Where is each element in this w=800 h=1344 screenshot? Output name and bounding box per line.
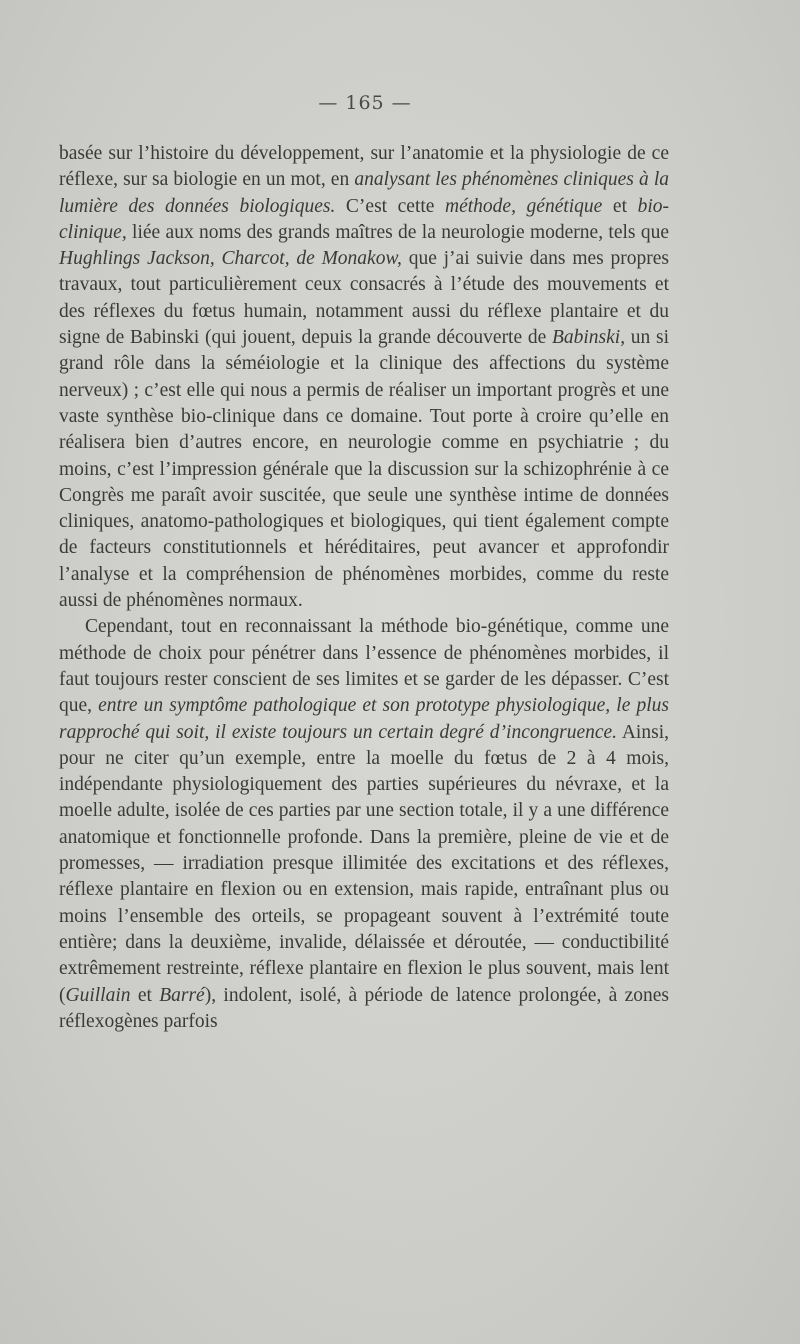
text-segment: Ainsi, pour ne citer qu’un exemple, entre la moelle du fœtus de 2 à 4 mois, indépendante physiologiquement des parties supérieures du névraxe, et la moelle adulte, isolée de ces parties par une section totale, il y a une différence anatomique et fonctionnelle profonde. Dans la première, pleine de vie et de promesses, — irradiation presque illimitée des excitations et des réflexes, réflexe plantaire en flexion ou en extension, mais rapide, entraînant plus ou moins l’ensemble des orteils, se propageant souvent à l’extrémité toute entière; dans la deuxième, invalide, délaissée et déroutée, — conductibilité extrêmement restreinte, réflexe plantaire en flexion le plus souvent, mais lent ( [59,721,669,1006]
text-segment: basée sur l’histoire du développement, sur l’anatomie et la physiologie de ce réflexe, sur sa biologie en un mot, en [59,143,669,191]
text-segment-italic: Hughlings Jackson, Charcot, de Monakow, [59,248,402,270]
text-segment-italic: analysant les phénomènes cliniques à la lumière des données biologiques. [59,169,670,217]
text-segment-italic: Barré [159,984,205,1006]
page-number: — 165 — [318,92,412,114]
paragraph-1 [59,141,669,614]
text-segment-italic: entre un symptôme pathologique et son prototype physiologique, le plus rapproché qui soit, il existe toujours un certain degré d’incongruence. [59,695,669,743]
text-segment-italic: Babinski, [551,327,626,349]
text-segment: liée aux noms des grands maîtres de la neurologie moderne, tels que [126,221,669,243]
text-segment: et [130,984,160,1006]
text-segment: un si grand rôle dans la séméiologie et la clinique des affections du système nerveux) ; c’est elle qui nous a permis de réaliser un important progrès et une vaste synthèse bio-clinique dans ce domaine. Tout porte à croire qu’elle en réalisera bien d’autres encore, en neurologie comme en psychiatrie ; du moins, c’est l’impression générale que la discussion sur la schizophrénie à ce Congrès me paraît avoir suscitée, que seule une synthèse intime de données cliniques, anatomo-pathologiques et biologiques, qui tient également compte de facteurs constitutionnels et héréditaires, peut avancer et approfondir l’analyse et la compréhension de phénomènes morbides, comme du reste aussi de phénomènes normaux. [59,327,669,612]
text-segment-italic: bio-clinique, [59,195,669,243]
text-segment: et [602,195,638,217]
paragraph-2 [59,614,669,1035]
text-segment: ), indolent, isolé, à période de latence prolongée, à zones réflexogènes parfois [59,984,669,1032]
text-segment-italic: méthode, génétique [445,195,603,217]
text-segment-italic: Guillain [65,984,131,1006]
text-segment: Cependant, tout en reconnaissant la méthode bio-génétique, comme une méthode de choix pour pénétrer dans l’essence de phénomènes morbides, il faut toujours rester conscient de ses limites et se garder de les dépasser. C’est que, [59,616,669,717]
body-text [59,141,669,1035]
text-segment: C’est cette [335,195,446,217]
text-segment: que j’ai suivie dans mes propres travaux, tout particulièrement ceux consacrés à l’étude des mouvements et des réflexes du fœtus humain, notamment aussi du réflexe plantaire et du signe de Babinski (qui jouent, depuis la grande découverte de [59,248,669,349]
